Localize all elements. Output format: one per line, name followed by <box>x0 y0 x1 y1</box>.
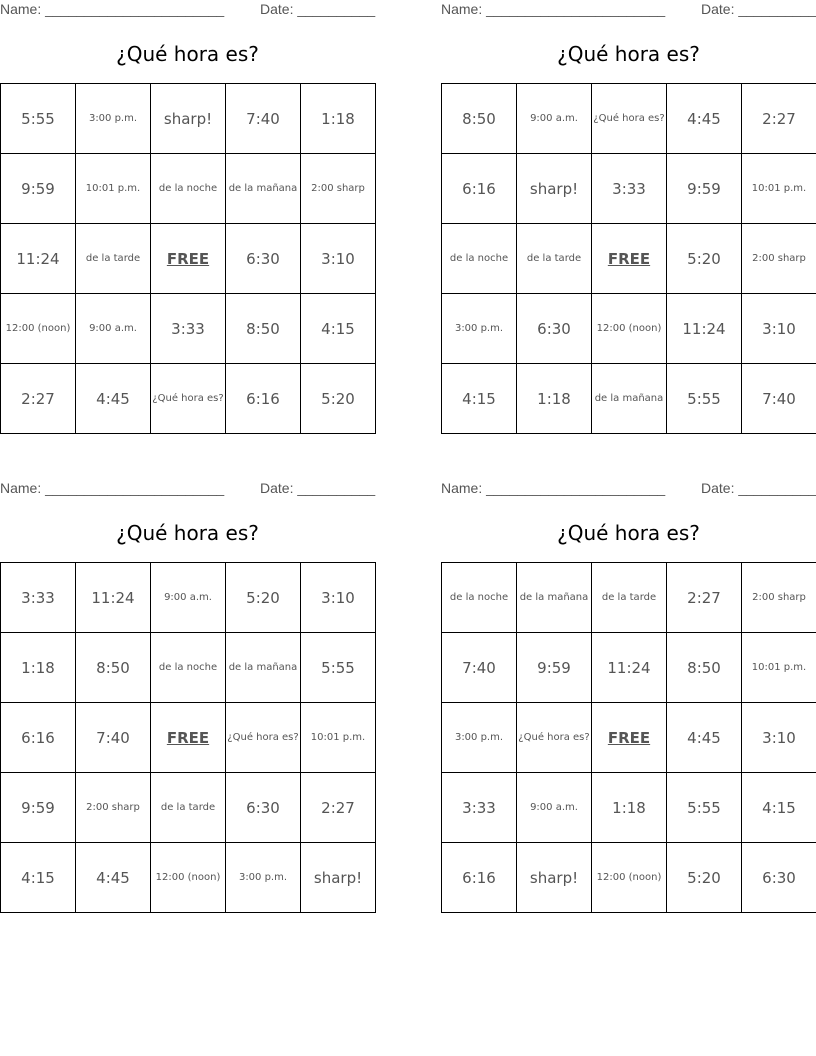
bingo-cell: 8:50 <box>442 84 517 154</box>
bingo-cell: de la mañana <box>592 364 667 434</box>
grid-row <box>1 224 376 294</box>
name-line: Name: _______________________ <box>0 1 225 17</box>
bingo-cell: 12:00 (noon) <box>592 294 667 364</box>
date-line: Date: __________ <box>701 1 816 17</box>
bingo-cell: 2:00 sharp <box>742 563 816 633</box>
grid-row <box>1 294 376 364</box>
grid-row <box>442 224 816 294</box>
bingo-cell: 4:45 <box>76 843 151 913</box>
bingo-cell: 2:00 sharp <box>76 773 151 843</box>
bingo-cell: 5:20 <box>226 563 301 633</box>
bingo-cell: sharp! <box>517 154 592 224</box>
bingo-cell: 12:00 (noon) <box>1 294 76 364</box>
bingo-grid <box>441 83 816 434</box>
grid-row <box>442 773 816 843</box>
bingo-cell: 3:10 <box>301 224 376 294</box>
date-line: Date: __________ <box>260 1 376 17</box>
bingo-cell: de la tarde <box>592 563 667 633</box>
grid-row <box>1 843 376 913</box>
bingo-cell: 3:00 p.m. <box>442 294 517 364</box>
grid-row <box>1 84 376 154</box>
bingo-cell: de la noche <box>442 224 517 294</box>
bingo-cell: 6:30 <box>226 773 301 843</box>
grid-row <box>442 703 816 773</box>
bingo-cell: 11:24 <box>1 224 76 294</box>
bingo-cell: ¿Qué hora es? <box>592 84 667 154</box>
bingo-cell: sharp! <box>301 843 376 913</box>
bingo-cell: 2:27 <box>667 563 742 633</box>
grid-row <box>442 84 816 154</box>
bingo-cell: 4:15 <box>301 294 376 364</box>
bingo-cell: 6:16 <box>442 154 517 224</box>
free-space-cell: FREE <box>151 224 226 294</box>
bingo-cell: 3:33 <box>1 563 76 633</box>
bingo-cell: 3:10 <box>301 563 376 633</box>
bingo-grid <box>0 83 376 434</box>
bingo-cell: 9:00 a.m. <box>76 294 151 364</box>
bingo-cell: 5:55 <box>667 364 742 434</box>
grid-row <box>1 633 376 703</box>
bingo-cell: 9:00 a.m. <box>517 84 592 154</box>
card-header <box>0 480 375 498</box>
bingo-cell: 9:59 <box>667 154 742 224</box>
bingo-cell: 4:15 <box>1 843 76 913</box>
grid-row <box>442 633 816 703</box>
bingo-cell: 3:00 p.m. <box>226 843 301 913</box>
bingo-cell: 6:16 <box>442 843 517 913</box>
free-space-cell: FREE <box>151 703 226 773</box>
bingo-cell: 3:33 <box>592 154 667 224</box>
bingo-cell: de la mañana <box>226 154 301 224</box>
bingo-cell: 6:16 <box>226 364 301 434</box>
bingo-cell: 1:18 <box>592 773 667 843</box>
bingo-cell: 6:30 <box>226 224 301 294</box>
bingo-cell: 10:01 p.m. <box>742 154 816 224</box>
date-line: Date: __________ <box>260 480 376 496</box>
name-line: Name: _______________________ <box>441 480 666 496</box>
bingo-cell: 4:15 <box>742 773 816 843</box>
name-line: Name: _______________________ <box>0 480 225 496</box>
bingo-cell: 3:33 <box>151 294 226 364</box>
bingo-cell: 3:10 <box>742 703 816 773</box>
bingo-cell: ¿Qué hora es? <box>151 364 226 434</box>
name-line: Name: _______________________ <box>441 1 666 17</box>
bingo-cell: 1:18 <box>301 84 376 154</box>
bingo-cell: de la mañana <box>226 633 301 703</box>
card-title: ¿Qué hora es? <box>116 521 259 545</box>
bingo-cell: de la tarde <box>517 224 592 294</box>
bingo-cell: 4:45 <box>667 84 742 154</box>
bingo-cell: 9:59 <box>1 773 76 843</box>
bingo-cell: 11:24 <box>592 633 667 703</box>
bingo-cell: 4:45 <box>667 703 742 773</box>
grid-row <box>442 364 816 434</box>
grid-row <box>1 773 376 843</box>
grid-row <box>1 154 376 224</box>
bingo-cell: 8:50 <box>667 633 742 703</box>
bingo-cell: 1:18 <box>1 633 76 703</box>
grid-row <box>442 294 816 364</box>
bingo-cell: de la tarde <box>151 773 226 843</box>
bingo-cell: 4:45 <box>76 364 151 434</box>
card-header <box>441 1 816 19</box>
grid-row <box>1 364 376 434</box>
bingo-cell: ¿Qué hora es? <box>517 703 592 773</box>
bingo-cell: de la noche <box>151 154 226 224</box>
bingo-cell: 3:00 p.m. <box>442 703 517 773</box>
bingo-cell: sharp! <box>517 843 592 913</box>
bingo-cell: 2:27 <box>301 773 376 843</box>
bingo-cell: 5:20 <box>301 364 376 434</box>
bingo-cell: 2:27 <box>742 84 816 154</box>
grid-row <box>1 703 376 773</box>
bingo-cell: 7:40 <box>226 84 301 154</box>
bingo-cell: 2:00 sharp <box>742 224 816 294</box>
bingo-cell: 8:50 <box>76 633 151 703</box>
grid-row <box>442 563 816 633</box>
bingo-cell: 10:01 p.m. <box>742 633 816 703</box>
grid-row <box>442 843 816 913</box>
card-header <box>441 480 816 498</box>
bingo-cell: 7:40 <box>76 703 151 773</box>
free-space-cell: FREE <box>592 224 667 294</box>
bingo-cell: 12:00 (noon) <box>151 843 226 913</box>
bingo-cell: 6:30 <box>742 843 816 913</box>
bingo-cell: de la tarde <box>76 224 151 294</box>
bingo-cell: 2:00 sharp <box>301 154 376 224</box>
bingo-grid <box>0 562 376 913</box>
bingo-cell: 3:00 p.m. <box>76 84 151 154</box>
bingo-cell: 3:10 <box>742 294 816 364</box>
bingo-cell: 5:20 <box>667 843 742 913</box>
card-title: ¿Qué hora es? <box>557 521 700 545</box>
bingo-cell: 1:18 <box>517 364 592 434</box>
date-line: Date: __________ <box>701 480 816 496</box>
bingo-cell: 10:01 p.m. <box>76 154 151 224</box>
card-header <box>0 1 375 19</box>
bingo-cell: 5:55 <box>301 633 376 703</box>
card-title: ¿Qué hora es? <box>116 42 259 66</box>
bingo-cell: 12:00 (noon) <box>592 843 667 913</box>
bingo-cell: ¿Qué hora es? <box>226 703 301 773</box>
bingo-cell: 2:27 <box>1 364 76 434</box>
bingo-cell: 11:24 <box>76 563 151 633</box>
bingo-cell: 7:40 <box>442 633 517 703</box>
bingo-cell: sharp! <box>151 84 226 154</box>
bingo-cell: 9:00 a.m. <box>517 773 592 843</box>
bingo-cell: de la mañana <box>517 563 592 633</box>
bingo-cell: 7:40 <box>742 364 816 434</box>
bingo-cell: 6:16 <box>1 703 76 773</box>
bingo-cell: 9:59 <box>1 154 76 224</box>
bingo-cell: 11:24 <box>667 294 742 364</box>
bingo-cell: de la noche <box>151 633 226 703</box>
bingo-cell: 4:15 <box>442 364 517 434</box>
bingo-grid <box>441 562 816 913</box>
bingo-cell: 10:01 p.m. <box>301 703 376 773</box>
card-title: ¿Qué hora es? <box>557 42 700 66</box>
grid-row <box>442 154 816 224</box>
grid-row <box>1 563 376 633</box>
bingo-cell: 5:55 <box>1 84 76 154</box>
free-space-cell: FREE <box>592 703 667 773</box>
bingo-cell: 3:33 <box>442 773 517 843</box>
bingo-cell: 6:30 <box>517 294 592 364</box>
bingo-cell: 9:59 <box>517 633 592 703</box>
bingo-cell: 5:55 <box>667 773 742 843</box>
bingo-cell: 8:50 <box>226 294 301 364</box>
bingo-cell: 5:20 <box>667 224 742 294</box>
bingo-cell: 9:00 a.m. <box>151 563 226 633</box>
bingo-cell: de la noche <box>442 563 517 633</box>
